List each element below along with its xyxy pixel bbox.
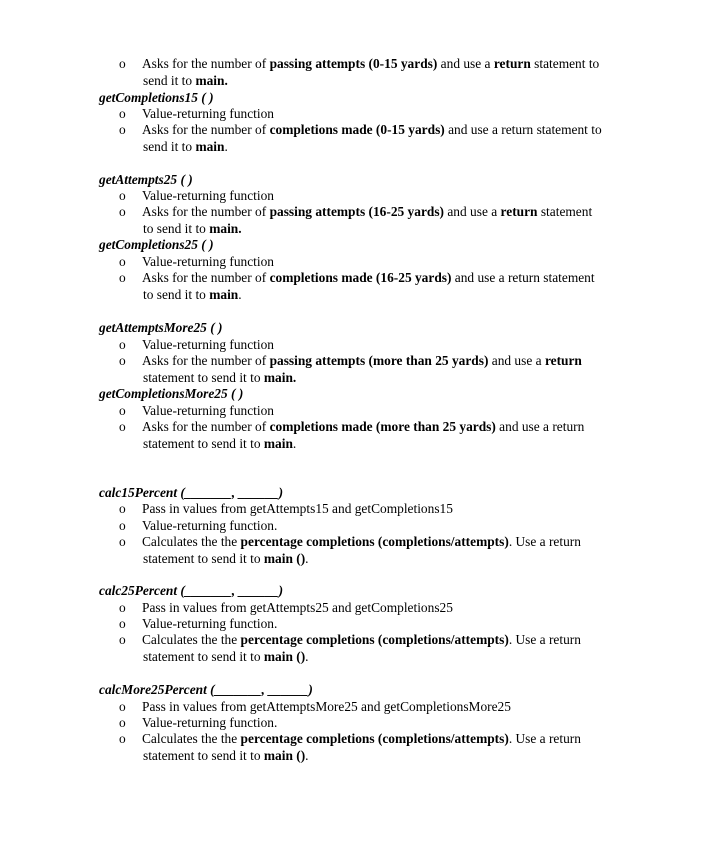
bullet-text (142, 631, 642, 665)
text-run: main () (263, 551, 306, 566)
text-run: Asks for the number of (142, 56, 270, 71)
circle-bullet-icon: o (119, 534, 126, 549)
text-run: main (195, 139, 225, 154)
text-run: return (544, 353, 582, 368)
text-run: Value-returning function (142, 403, 275, 418)
bullet-text-continuation (142, 138, 642, 155)
bullet-text-continuation (142, 747, 642, 764)
text-run: statement (537, 204, 593, 219)
circle-bullet-icon: o (119, 403, 126, 418)
bullet-text (142, 253, 642, 270)
function-heading: getCompletionsMore25 ( ) (99, 386, 244, 401)
text-run: statement to send it to (143, 649, 264, 664)
circle-bullet-icon: o (119, 699, 126, 714)
function-heading: calcMore25Percent (_______, ______) (99, 682, 313, 697)
text-run: statement to send it to (143, 551, 264, 566)
bullet-text-continuation (142, 648, 642, 665)
bullet-text-continuation (142, 369, 642, 386)
circle-bullet-icon: o (119, 600, 126, 615)
text-run: completions made (more than 25 yards) (269, 419, 496, 434)
bullet-text (142, 533, 642, 567)
text-run: completions made (16-25 yards) (269, 270, 452, 285)
text-run: percentage completions (completions/attempts) (240, 534, 509, 549)
circle-bullet-icon: o (119, 353, 126, 368)
bullet-text-continuation (142, 550, 642, 567)
text-run: to send it to (143, 221, 210, 236)
text-run: Asks for the number of (142, 419, 270, 434)
bullet-text-continuation (142, 435, 642, 452)
bullet-text (142, 352, 642, 386)
text-run: main. (209, 221, 242, 236)
text-run: return (500, 204, 538, 219)
bullet-text (142, 402, 642, 419)
text-run: . (305, 649, 309, 664)
text-run: Value-returning function (142, 337, 275, 352)
text-run: Value-returning function. (142, 518, 278, 533)
circle-bullet-icon: o (119, 270, 126, 285)
text-run: Pass in values from getAttempts25 and getCompletions25 (142, 600, 453, 615)
function-heading: calc25Percent (_______, ______) (99, 583, 284, 598)
text-run: Asks for the number of (142, 353, 270, 368)
circle-bullet-icon: o (119, 106, 126, 121)
text-run: Calculates the the (142, 731, 241, 746)
text-run: . (305, 551, 309, 566)
bullet-text (142, 418, 642, 452)
text-run: and use a return (495, 419, 585, 434)
text-run: send it to (143, 73, 196, 88)
text-run: passing attempts (0-15 yards) (269, 56, 438, 71)
bullet-text-continuation (142, 220, 642, 237)
text-run: and use a return statement (451, 270, 595, 285)
text-run: and use a return statement to (444, 122, 602, 137)
circle-bullet-icon: o (119, 632, 126, 647)
circle-bullet-icon: o (119, 204, 126, 219)
text-run: and use a (488, 353, 545, 368)
text-run: Value-returning function (142, 188, 275, 203)
circle-bullet-icon: o (119, 419, 126, 434)
function-heading: getCompletions15 ( ) (99, 90, 214, 105)
circle-bullet-icon: o (119, 731, 126, 746)
bullet-text (142, 203, 642, 237)
text-run: and use a (437, 56, 494, 71)
text-run: Pass in values from getAttemptsMore25 and getCompletionsMore25 (142, 699, 511, 714)
circle-bullet-icon: o (119, 254, 126, 269)
bullet-text (142, 517, 642, 534)
text-run: passing attempts (16-25 yards) (269, 204, 445, 219)
text-run: passing attempts (more than 25 yards) (269, 353, 489, 368)
text-run: main () (263, 748, 306, 763)
text-run: . (224, 139, 228, 154)
circle-bullet-icon: o (119, 501, 126, 516)
text-run: send it to (143, 139, 196, 154)
text-run: Pass in values from getAttempts15 and getCompletions15 (142, 501, 453, 516)
text-run: statement to (530, 56, 600, 71)
text-run: return (493, 56, 531, 71)
text-run: completions made (0-15 yards) (269, 122, 445, 137)
text-run: Value-returning function (142, 254, 275, 269)
text-run: main. (195, 73, 228, 88)
text-run: Value-returning function. (142, 715, 278, 730)
text-run: Asks for the number of (142, 122, 270, 137)
text-run: percentage completions (completions/attempts) (240, 731, 509, 746)
text-run: main. (263, 370, 297, 385)
bullet-text (142, 187, 642, 204)
circle-bullet-icon: o (119, 715, 126, 730)
text-run: Value-returning function (142, 106, 275, 121)
text-run: Calculates the the (142, 534, 241, 549)
bullet-text-continuation (142, 72, 642, 89)
bullet-text (142, 105, 642, 122)
bullet-text-continuation (142, 286, 642, 303)
text-run: to send it to (143, 287, 210, 302)
function-heading: getCompletions25 ( ) (99, 237, 214, 252)
bullet-text (142, 730, 642, 764)
text-run: and use a (444, 204, 501, 219)
text-run: . (292, 436, 297, 451)
function-heading: calc15Percent (_______, ______) (99, 485, 284, 500)
text-run: percentage completions (completions/attempts) (240, 632, 509, 647)
text-run: . Use a return (508, 632, 581, 647)
circle-bullet-icon: o (119, 616, 126, 631)
text-run: Asks for the number of (142, 270, 270, 285)
circle-bullet-icon: o (119, 56, 126, 71)
text-run: statement to send it to (143, 436, 264, 451)
function-heading: getAttempts25 ( ) (99, 172, 193, 187)
circle-bullet-icon: o (119, 337, 126, 352)
text-run: main () (263, 649, 306, 664)
circle-bullet-icon: o (119, 188, 126, 203)
bullet-text (142, 599, 642, 616)
text-run: . (238, 287, 242, 302)
text-run: Value-returning function. (142, 616, 278, 631)
text-run: . Use a return (508, 731, 581, 746)
bullet-text (142, 121, 642, 155)
text-run: Asks for the number of (142, 204, 270, 219)
text-run: statement to send it to (143, 748, 264, 763)
function-heading: getAttemptsMore25 ( ) (99, 320, 223, 335)
text-run: . (305, 748, 309, 763)
text-run: main (209, 287, 239, 302)
circle-bullet-icon: o (119, 518, 126, 533)
text-run: main (263, 436, 293, 451)
text-run: Calculates the the (142, 632, 241, 647)
bullet-text (142, 500, 642, 517)
bullet-text (142, 698, 642, 715)
bullet-text (142, 269, 642, 303)
circle-bullet-icon: o (119, 122, 126, 137)
bullet-text (142, 714, 642, 731)
bullet-text (142, 615, 642, 632)
bullet-text (142, 336, 642, 353)
text-run: statement to send it to (143, 370, 264, 385)
text-run: . Use a return (508, 534, 581, 549)
bullet-text (142, 55, 642, 89)
